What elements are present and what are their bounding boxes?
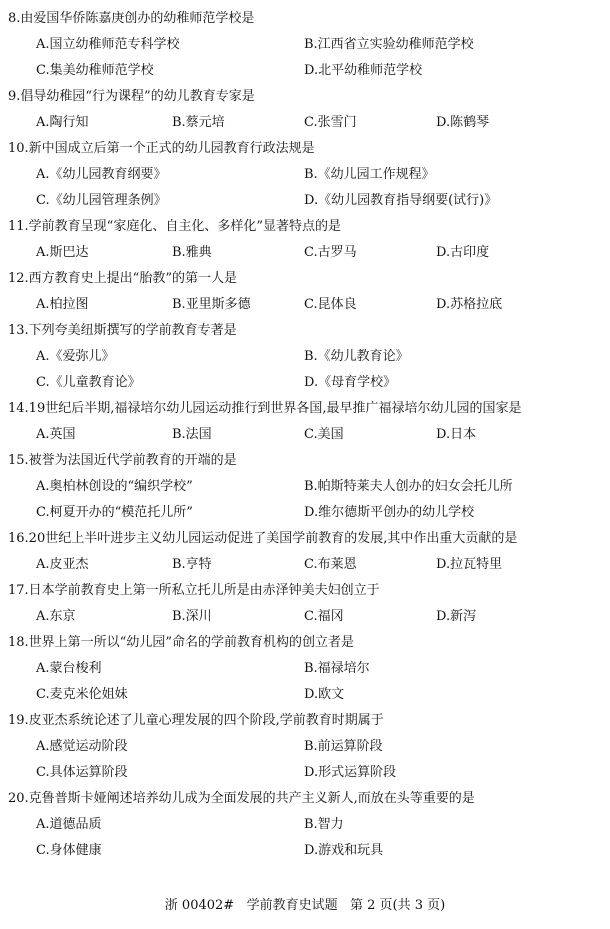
question-block [8, 84, 604, 136]
question-block [8, 396, 604, 448]
answer-option: A.皮亚杰 [36, 557, 89, 572]
option-row [8, 292, 604, 318]
question-stem: 14.19世纪后半期,福禄培尔幼儿园运动推行到世界各国,最早推广福禄培尔幼儿园的国家是 [8, 401, 522, 416]
page-footer: 浙 00402# 学前教育史试题 第 2 页(共 3 页) [164, 898, 446, 913]
answer-option: B.江西省立实验幼稚师范学校 [304, 37, 474, 52]
option-row [8, 422, 604, 448]
answer-option: D.《母育学校》 [304, 375, 397, 390]
answer-option: D.维尔德斯平创办的幼儿学校 [304, 505, 475, 520]
question-block [8, 526, 604, 578]
answer-option: D.形式运算阶段 [304, 765, 397, 780]
answer-option: C.美国 [304, 427, 344, 442]
answer-option: D.欧文 [304, 687, 345, 702]
question-block [8, 136, 604, 214]
question-stem: 12.西方教育史上提出“胎教”的第一人是 [8, 271, 237, 286]
answer-option: B.蔡元培 [172, 115, 225, 130]
option-row [8, 110, 604, 136]
question-block [8, 266, 604, 318]
question-block [8, 6, 604, 84]
answer-option: D.日本 [436, 427, 477, 442]
answer-option: C.布莱恩 [304, 557, 357, 572]
answer-option: A.感觉运动阶段 [36, 739, 128, 754]
answer-option: D.《幼儿园教育指导纲要(试行)》 [304, 193, 498, 208]
answer-option: B.智力 [304, 817, 344, 832]
answer-option: B.前运算阶段 [304, 739, 383, 754]
answer-option: B.帕斯特莱夫人创办的妇女会托儿所 [304, 479, 513, 494]
question-block [8, 214, 604, 266]
answer-option: A.国立幼稚师范专科学校 [36, 37, 180, 52]
question-block [8, 708, 604, 786]
question-block [8, 630, 604, 708]
answer-option: C.身体健康 [36, 843, 102, 858]
answer-option: A.奥柏林创设的“编织学校” [36, 479, 193, 494]
answer-option: A.陶行知 [36, 115, 89, 130]
question-stem: 13.下列夸美纽斯撰写的学前教育专著是 [8, 323, 237, 338]
option-row [8, 58, 604, 84]
option-row [8, 656, 604, 682]
answer-option: D.新泻 [436, 609, 477, 624]
answer-option: B.亚里斯多德 [172, 297, 251, 312]
answer-option: C.福冈 [304, 609, 344, 624]
option-row [8, 604, 604, 630]
answer-option: B.《幼儿教育论》 [304, 349, 409, 364]
answer-option: A.英国 [36, 427, 76, 442]
option-row [8, 32, 604, 58]
answer-option: C.古罗马 [304, 245, 357, 260]
question-stem: 15.被誉为法国近代学前教育的开端的是 [8, 453, 237, 468]
question-stem: 16.20世纪上半叶进步主义幼儿园运动促进了美国学前教育的发展,其中作出重大贡献的是 [8, 531, 518, 546]
option-row [8, 552, 604, 578]
question-block [8, 318, 604, 396]
question-stem: 9.倡导幼稚园“行为课程”的幼儿教育专家是 [8, 89, 255, 104]
option-row [8, 370, 604, 396]
question-block [8, 786, 604, 864]
option-row [8, 838, 604, 864]
answer-option: B.《幼儿园工作规程》 [304, 167, 435, 182]
answer-option: B.亨特 [172, 557, 212, 572]
answer-option: A.《爱弥儿》 [36, 349, 115, 364]
answer-option: D.拉瓦特里 [436, 557, 503, 572]
answer-option: D.苏格拉底 [436, 297, 503, 312]
answer-option: D.北平幼稚师范学校 [304, 63, 423, 78]
option-row [8, 188, 604, 214]
option-row [8, 812, 604, 838]
answer-option: B.福禄培尔 [304, 661, 370, 676]
question-stem: 20.克鲁普斯卡娅阐述培养幼儿成为全面发展的共产主义新人,而放在头等重要的是 [8, 791, 475, 806]
answer-option: C.柯夏开办的“模范托儿所” [36, 505, 193, 520]
question-stem: 17.日本学前教育史上第一所私立托儿所是由赤泽钟美夫妇创立于 [8, 583, 380, 598]
answer-option: C.张雪门 [304, 115, 357, 130]
question-block [8, 448, 604, 526]
answer-option: C.昆体良 [304, 297, 357, 312]
answer-option: C.麦克米伦姐妹 [36, 687, 128, 702]
question-stem: 10.新中国成立后第一个正式的幼儿园教育行政法规是 [8, 141, 315, 156]
question-stem: 18.世界上第一所以“幼儿园”命名的学前教育机构的创立者是 [8, 635, 354, 650]
question-stem: 8.由爱国华侨陈嘉庚创办的幼稚师范学校是 [8, 11, 255, 26]
answer-option: D.陈鹤琴 [436, 115, 490, 130]
answer-option: B.雅典 [172, 245, 212, 260]
answer-option: A.《幼儿园教育纲要》 [36, 167, 167, 182]
option-row [8, 344, 604, 370]
option-row [8, 162, 604, 188]
option-row [8, 240, 604, 266]
option-row [8, 474, 604, 500]
answer-option: D.古印度 [436, 245, 490, 260]
answer-option: B.法国 [172, 427, 212, 442]
answer-option: A.道德品质 [36, 817, 102, 832]
option-row [8, 500, 604, 526]
question-stem: 19.皮亚杰系统论述了儿童心理发展的四个阶段,学前教育时期属于 [8, 713, 384, 728]
answer-option: C.《儿童教育论》 [36, 375, 141, 390]
answer-option: A.柏拉图 [36, 297, 89, 312]
answer-option: A.蒙台梭利 [36, 661, 102, 676]
option-row [8, 734, 604, 760]
answer-option: C.具体运算阶段 [36, 765, 128, 780]
option-row [8, 760, 604, 786]
answer-option: A.斯巴达 [36, 245, 89, 260]
answer-option: C.集美幼稚师范学校 [36, 63, 154, 78]
question-block [8, 578, 604, 630]
option-row [8, 682, 604, 708]
answer-option: D.游戏和玩具 [304, 843, 384, 858]
answer-option: B.深川 [172, 609, 212, 624]
question-stem: 11.学前教育呈现“家庭化、自主化、多样化”显著特点的是 [8, 219, 341, 234]
answer-option: C.《幼儿园管理条例》 [36, 193, 167, 208]
answer-option: A.东京 [36, 609, 76, 624]
